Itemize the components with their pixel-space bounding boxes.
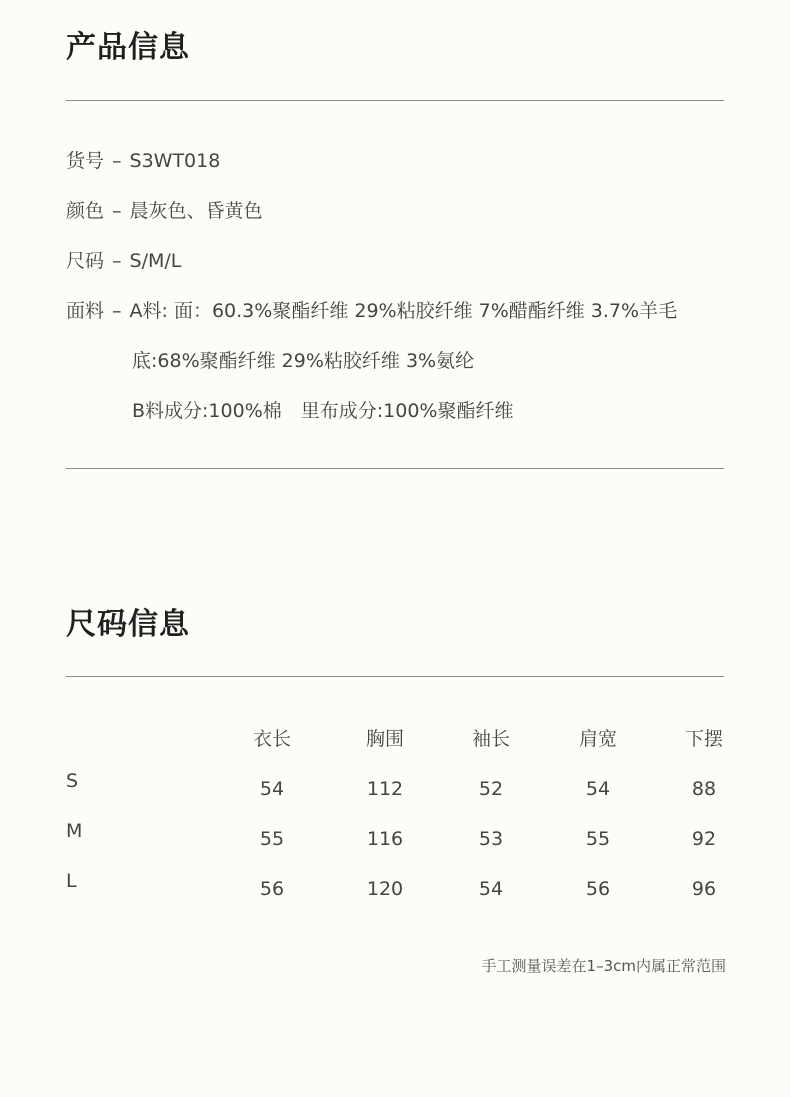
table-cell: 120 (366, 878, 404, 900)
size-info-title: 尺码信息 (66, 607, 190, 642)
size-value: S/M/L (129, 250, 182, 272)
product-info-top-divider (66, 100, 724, 101)
row-label-m: M (66, 820, 83, 842)
table-cell: 55 (585, 828, 611, 850)
column-header-hem: 下摆 (684, 728, 723, 750)
fabric-separator: – (112, 300, 122, 322)
fabric-line-1: A料: 面：60.3%聚酯纤维 29%粘胶纤维 7%醋酯纤维 3.7%羊毛 (129, 300, 678, 322)
column-header-length: 衣长 (252, 728, 291, 750)
table-cell: 54 (259, 778, 285, 800)
product-info-title: 产品信息 (66, 30, 190, 65)
fabric-label: 面料 (66, 300, 105, 322)
fabric-line-2: 底:68%聚酯纤维 29%粘胶纤维 3%氨纶 (132, 350, 475, 372)
table-cell: 56 (259, 878, 285, 900)
size-row (66, 252, 181, 271)
size-label: 尺码 (66, 250, 105, 272)
color-row (66, 202, 263, 221)
size-info-divider (66, 676, 724, 677)
table-cell: 92 (691, 828, 717, 850)
item-number-label: 货号 (66, 150, 105, 172)
table-cell: 52 (478, 778, 504, 800)
table-cell: 55 (259, 828, 285, 850)
product-info-bottom-divider (66, 468, 724, 469)
column-header-sleeve: 袖长 (471, 728, 510, 750)
fabric-row (66, 302, 677, 321)
table-cell: 116 (366, 828, 404, 850)
table-cell: 53 (478, 828, 504, 850)
table-cell: 112 (366, 778, 404, 800)
measurement-note: 手工测量误差在1–3cm内属正常范围 (481, 957, 726, 975)
color-label: 颜色 (66, 200, 105, 222)
column-header-chest: 胸围 (365, 728, 404, 750)
color-value: 晨灰色、昏黄色 (129, 200, 263, 222)
table-cell: 88 (691, 778, 717, 800)
row-label-l: L (66, 870, 77, 892)
item-number-value: S3WT018 (129, 150, 221, 172)
table-cell: 54 (585, 778, 611, 800)
table-cell: 96 (691, 878, 717, 900)
item-number-separator: – (112, 150, 122, 172)
column-header-shoulder: 肩宽 (578, 728, 617, 750)
item-number-row (66, 152, 220, 171)
table-cell: 54 (478, 878, 504, 900)
color-separator: – (112, 200, 122, 222)
row-label-s: S (66, 770, 79, 792)
table-cell: 56 (585, 878, 611, 900)
size-separator: – (112, 250, 122, 272)
fabric-line-3: B料成分:100%棉 里布成分:100%聚酯纤维 (132, 400, 514, 422)
